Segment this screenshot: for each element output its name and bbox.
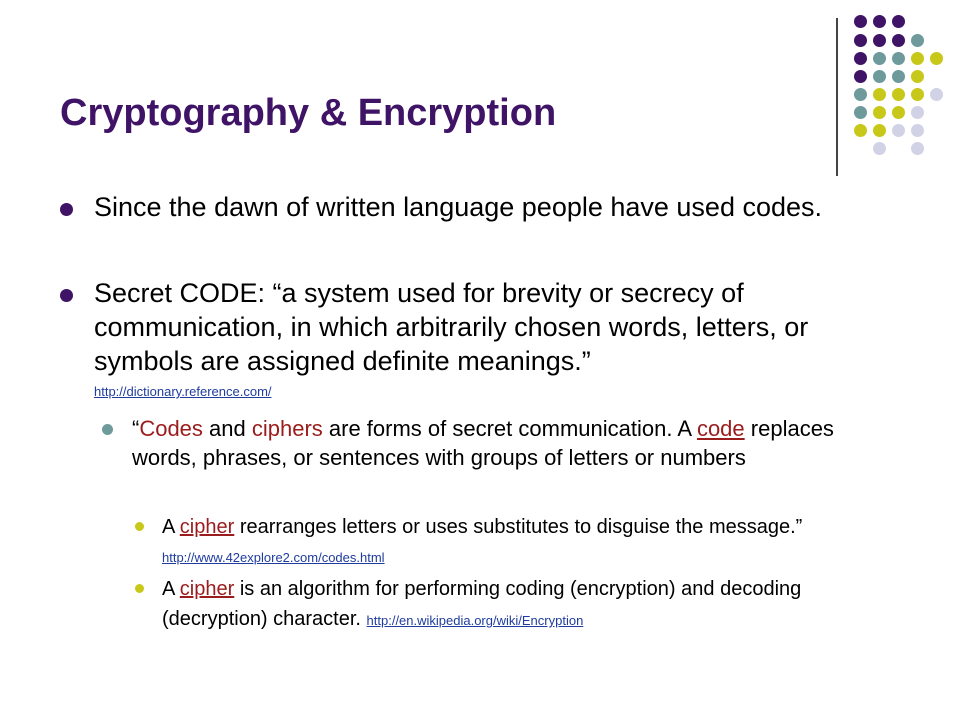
text-and: and bbox=[202, 416, 252, 441]
dot bbox=[873, 70, 886, 83]
decorative-dot-grid bbox=[0, 0, 960, 170]
dot bbox=[911, 142, 924, 155]
bullet-icon bbox=[135, 584, 144, 593]
dot bbox=[930, 52, 943, 65]
dot bbox=[892, 106, 905, 119]
dot bbox=[911, 88, 924, 101]
dot bbox=[873, 88, 886, 101]
dot bbox=[854, 70, 867, 83]
wikipedia-link[interactable]: http://en.wikipedia.org/wiki/Encryption bbox=[366, 613, 584, 628]
text-tail: replaces words, phrases, or sentences with groups of letters or numbers bbox=[132, 416, 834, 470]
dot bbox=[892, 88, 905, 101]
dot bbox=[911, 34, 924, 47]
text-body: is an algorithm for performing coding (encryption) and decoding (decryption) character. bbox=[162, 578, 802, 630]
dot bbox=[892, 15, 905, 28]
sub-sub-bullet-cipher-rearranges bbox=[162, 512, 902, 570]
bullet-dawn-of-language bbox=[94, 190, 874, 224]
dot bbox=[873, 15, 886, 28]
dictionary-link[interactable]: http://dictionary.reference.com/ bbox=[94, 384, 272, 399]
text-a: A bbox=[162, 578, 180, 600]
divider-line bbox=[836, 18, 838, 176]
bullet-icon bbox=[60, 203, 73, 216]
dot bbox=[873, 52, 886, 65]
bullet-icon bbox=[102, 424, 113, 435]
dot bbox=[854, 34, 867, 47]
text-body: rearranges letters or uses substitutes to disguise the message.” bbox=[234, 516, 803, 538]
dot bbox=[930, 88, 943, 101]
dot bbox=[911, 70, 924, 83]
dot bbox=[854, 106, 867, 119]
dot bbox=[854, 15, 867, 28]
sub-bullet-codes-ciphers bbox=[132, 414, 892, 472]
dot bbox=[854, 124, 867, 137]
dot bbox=[892, 52, 905, 65]
42explore-link[interactable]: http://www.42explore2.com/codes.html bbox=[162, 550, 385, 565]
open-quote: “ bbox=[132, 416, 140, 441]
ciphers-term: ciphers bbox=[251, 416, 323, 441]
bullet-text: Since the dawn of written language people have used codes. bbox=[94, 192, 823, 222]
text-a: A bbox=[162, 516, 180, 538]
dot bbox=[873, 142, 886, 155]
dot bbox=[854, 88, 867, 101]
sub-sub-bullet-cipher-algorithm bbox=[162, 574, 902, 636]
dot bbox=[911, 106, 924, 119]
dot bbox=[873, 124, 886, 137]
dot bbox=[854, 52, 867, 65]
slide-title: Cryptography & Encryption bbox=[60, 92, 557, 134]
codes-term: Codes bbox=[139, 416, 203, 441]
cipher-link[interactable]: cipher bbox=[179, 516, 235, 538]
dot bbox=[892, 124, 905, 137]
dot bbox=[873, 34, 886, 47]
bullet-icon bbox=[135, 522, 144, 531]
dot bbox=[892, 70, 905, 83]
dot bbox=[911, 124, 924, 137]
bullet-text: Secret CODE: “a system used for brevity or secrecy of communication, in which arbitrarily chosen words, letters, or symbols are assigned definite meanings.” bbox=[94, 278, 809, 376]
dot bbox=[892, 34, 905, 47]
bullet-icon bbox=[60, 289, 73, 302]
bullet-secret-code bbox=[94, 276, 874, 400]
dot bbox=[873, 106, 886, 119]
cipher-link[interactable]: cipher bbox=[179, 578, 235, 600]
code-link[interactable]: code bbox=[696, 416, 745, 441]
dot bbox=[911, 52, 924, 65]
text-mid: are forms of secret communication. A bbox=[322, 416, 697, 441]
